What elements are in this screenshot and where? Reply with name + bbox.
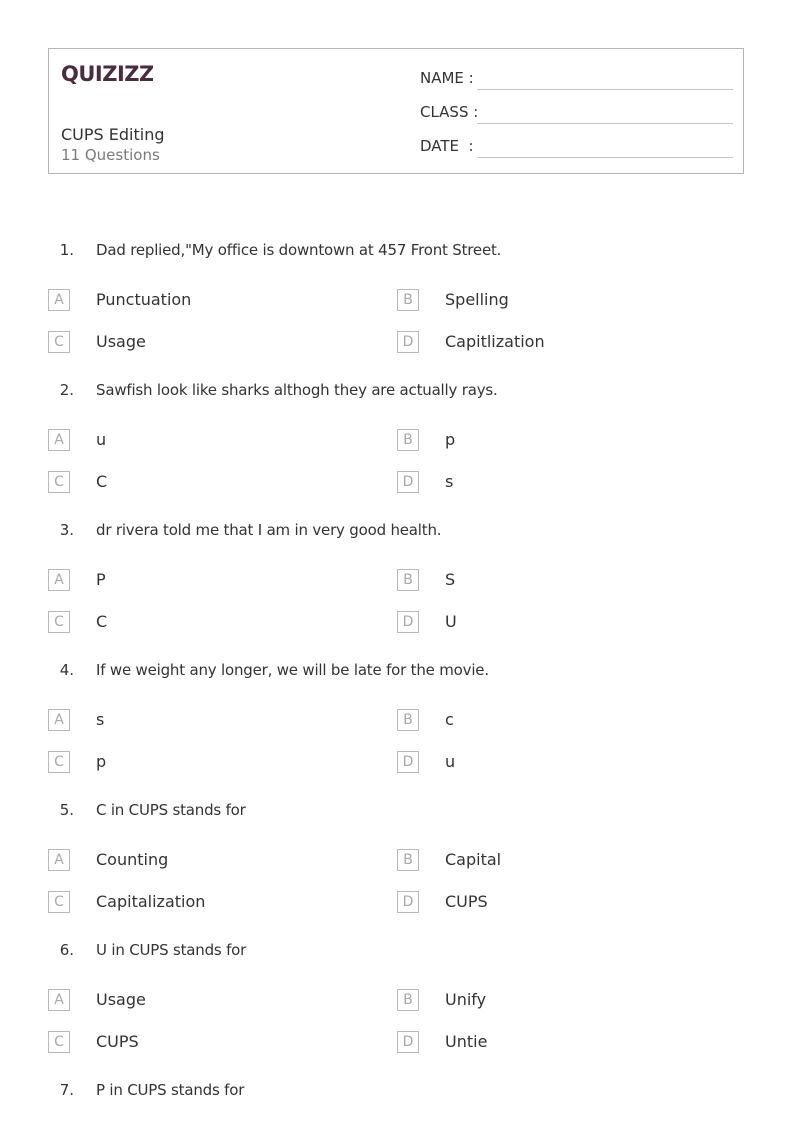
option-letter-box[interactable]: B [397, 569, 419, 591]
option-text: u [445, 752, 456, 771]
question-count: 11 Questions [61, 146, 160, 164]
svg-text:QUIZIZZ: QUIZIZZ [61, 62, 153, 86]
name-label: NAME : [420, 69, 474, 87]
question-number: 5. [59, 801, 74, 819]
option-letter-box[interactable]: A [48, 709, 70, 731]
option-letter-box[interactable]: A [48, 569, 70, 591]
option-letter-box[interactable]: A [48, 289, 70, 311]
option-text: C [96, 612, 108, 631]
option-letter-box[interactable]: B [397, 989, 419, 1011]
question-number: 4. [59, 661, 74, 679]
option-letter-box[interactable]: A [48, 429, 70, 451]
question-text: If we weight any longer, we will be late for the movie. [96, 661, 489, 679]
option-text: Punctuation [96, 290, 192, 309]
question-text: dr rivera told me that I am in very good health. [96, 521, 442, 539]
option-text: u [96, 430, 107, 449]
option-letter-box[interactable]: C [48, 331, 70, 353]
option-text: Capitalization [96, 892, 206, 911]
option-text: p [96, 752, 107, 771]
option-text: s [96, 710, 105, 729]
option-text: s [445, 472, 454, 491]
option-text: Unify [445, 990, 487, 1009]
option-letter-box[interactable]: D [397, 331, 419, 353]
quizizz-logo [61, 59, 153, 91]
option-text: P [96, 570, 106, 589]
date-label: DATE : [420, 137, 474, 155]
option-text: Usage [96, 332, 146, 351]
question-number: 1. [59, 241, 74, 259]
option-text: Capitlization [445, 332, 545, 351]
option-letter-box[interactable]: A [48, 849, 70, 871]
question-number: 6. [59, 941, 74, 959]
question-number: 3. [59, 521, 74, 539]
option-text: CUPS [445, 892, 488, 911]
option-letter-box[interactable]: D [397, 611, 419, 633]
question-text: U in CUPS stands for [96, 941, 247, 959]
option-text: Spelling [445, 290, 509, 309]
option-text: Capital [445, 850, 502, 869]
option-text: Usage [96, 990, 146, 1009]
question-text: C in CUPS stands for [96, 801, 246, 819]
option-letter-box[interactable]: B [397, 429, 419, 451]
worksheet-header [48, 48, 744, 174]
option-letter-box[interactable]: D [397, 891, 419, 913]
option-text: U [445, 612, 457, 631]
option-text: Untie [445, 1032, 488, 1051]
option-text: C [96, 472, 108, 491]
option-letter-box[interactable]: C [48, 1031, 70, 1053]
date-field[interactable] [477, 157, 733, 158]
option-letter-box[interactable]: D [397, 1031, 419, 1053]
option-letter-box[interactable]: C [48, 611, 70, 633]
option-letter-box[interactable]: A [48, 989, 70, 1011]
question-number: 7. [59, 1081, 74, 1099]
question-text: Dad replied,"My office is downtown at 457 Front Street. [96, 241, 502, 259]
option-text: Counting [96, 850, 169, 869]
name-field[interactable] [477, 89, 733, 90]
option-letter-box[interactable]: B [397, 709, 419, 731]
option-letter-box[interactable]: D [397, 751, 419, 773]
worksheet-title: CUPS Editing [61, 125, 165, 144]
option-text: S [445, 570, 456, 589]
option-letter-box[interactable]: B [397, 849, 419, 871]
option-letter-box[interactable]: C [48, 471, 70, 493]
option-letter-box[interactable]: D [397, 471, 419, 493]
option-letter-box[interactable]: C [48, 891, 70, 913]
class-label: CLASS : [420, 103, 479, 121]
question-text: Sawfish look like sharks althogh they are actually rays. [96, 381, 498, 399]
class-field[interactable] [477, 123, 733, 124]
question-number: 2. [59, 381, 74, 399]
option-text: p [445, 430, 456, 449]
option-text: CUPS [96, 1032, 139, 1051]
option-letter-box[interactable]: B [397, 289, 419, 311]
option-text: c [445, 710, 454, 729]
question-text: P in CUPS stands for [96, 1081, 245, 1099]
option-letter-box[interactable]: C [48, 751, 70, 773]
